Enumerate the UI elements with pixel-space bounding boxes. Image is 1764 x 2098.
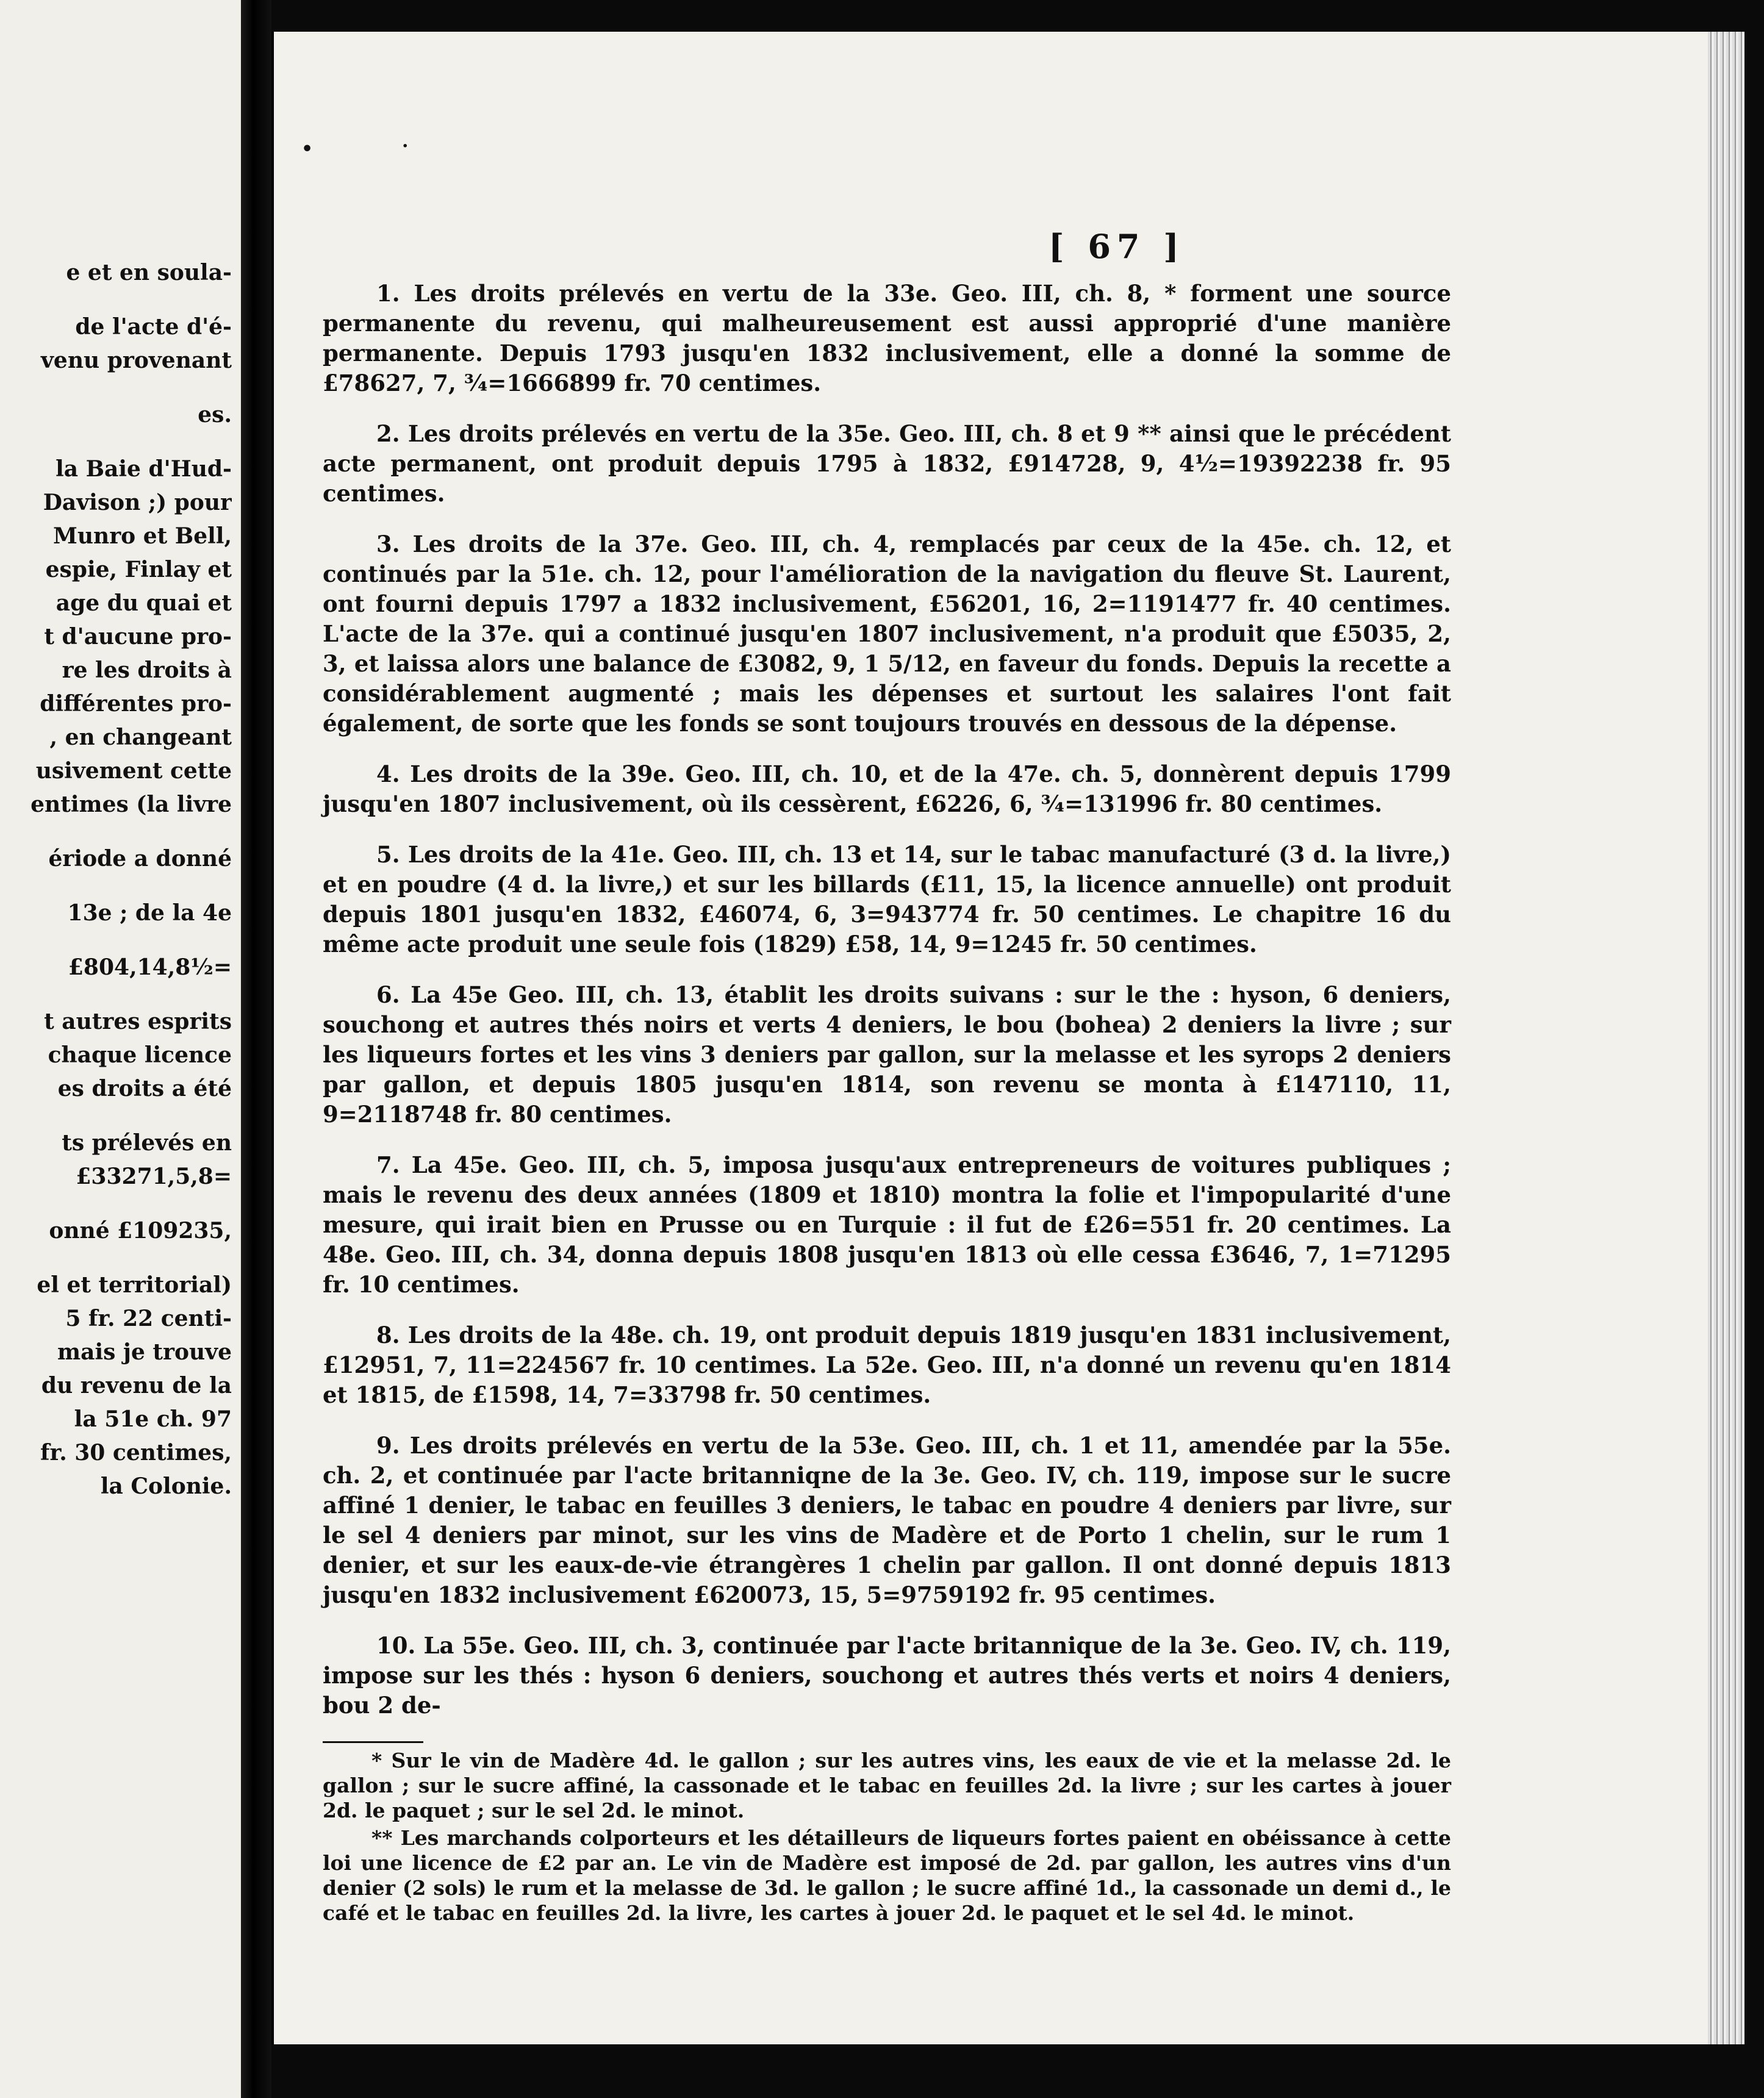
paragraph: 6. La 45e Geo. III, ch. 13, établit les droits suivans : sur le the : hyson, 6 deniers, souchong et autres thés noirs et verts 4 deniers, le bou (bohea) 2 deniers la livre ; sur les liqueurs fortes et les vins 3 deniers par gallon, sur la melasse et les syrops 2 deniers par gallon, et depuis 1805 jusqu'en 1814, son revenu se monta à £147110, 11, 9=2118748 fr. 80 centimes. bbox=[323, 981, 1451, 1128]
left-fragment: la Baie d'Hud- bbox=[56, 456, 232, 482]
left-fragment: usivement cette bbox=[35, 758, 232, 784]
left-fragment: Davison ;) pour bbox=[43, 490, 232, 515]
footnote: * Sur le vin de Madère 4d. le gallon ; sur les autres vins, les eaux de vie et la melasse 2d. le gallon ; sur le sucre affiné, la cassonade et le tabac en feuilles 2d. la livre ; sur les cartes à jouer 2d. le paquet ; sur le sel 2d. le minot. bbox=[323, 1749, 1451, 1822]
left-fragment: la Colonie. bbox=[100, 1473, 232, 1499]
left-page bbox=[0, 0, 241, 2098]
left-fragment: t autres esprits bbox=[44, 1009, 232, 1034]
paragraph: 3. Les droits de la 37e. Geo. III, ch. 4, remplacés par ceux de la 45e. ch. 12, et continués par la 51e. ch. 12, pour l'amélioration de la navigation du fleuve St. Laurent, ont fourni depuis 1797 a 1832 inclusivement, £56201, 16, 2=1191477 fr. 40 centimes. L'acte de la 37e. qui a continué jusqu'en 1807 inclusivement, n'a produit que £5035, 2, 3, et laissa alors une balance de £3082, 9, 1 5/12, en faveur du fonds. Depuis la recette a considérablement augmenté ; mais les dépenses et surtout les salaires l'ont fait également, de sorte que les fonds se sont toujours trouvés en dessous de la dépense. bbox=[323, 531, 1451, 737]
left-fragment: fr. 30 centimes, bbox=[40, 1440, 232, 1466]
left-fragment: e et en soula- bbox=[66, 260, 232, 285]
left-fragment: mais je trouve bbox=[57, 1339, 232, 1365]
paragraph: 4. Les droits de la 39e. Geo. III, ch. 10, et de la 47e. ch. 5, donnèrent depuis 1799 jusqu'en 1807 inclusivement, où ils cessèrent, £6226, 6, ¾=131996 fr. 80 centimes. bbox=[323, 761, 1451, 817]
left-fragment: t d'aucune pro- bbox=[44, 624, 232, 650]
left-fragment: £804,14,8½= bbox=[68, 954, 232, 980]
left-fragment: es droits a été bbox=[57, 1076, 232, 1101]
paragraph: 9. Les droits prélevés en vertu de la 53e. Geo. III, ch. 1 et 11, amendée par la 55e. ch. 2, et continuée par l'acte britanniqne de la 3e. Geo. IV, ch. 119, impose sur le sucre affiné 1 denier, le tabac en feuilles 3 deniers, le tabac en poudre 4 deniers par livre, sur le sel 4 deniers par minot, sur les vins de Madère et de Porto 1 chelin, sur le rum 1 denier, et sur les eaux-de-vie étrangères 1 chelin par gallon. Il ont donné depuis 1813 jusqu'en 1832 inclusivement £620073, 15, 5=9759192 fr. 95 centimes. bbox=[323, 1432, 1451, 1608]
left-fragment: du revenu de la bbox=[41, 1373, 232, 1398]
left-fragment: , en changeant bbox=[49, 725, 232, 750]
paragraph: 7. La 45e. Geo. III, ch. 5, imposa jusqu'aux entrepreneurs de voitures publiques ; mais le revenu des deux années (1809 et 1810) montra la folie et l'impopularité d'une mesure, qui irait bien en Prusse ou en Turquie : il fut de £26=551 fr. 20 centimes. La 48e. Geo. III, ch. 34, donna depuis 1808 jusqu'en 1813 où elle cessa £3646, 7, 1=71295 fr. 10 centimes. bbox=[323, 1151, 1451, 1298]
paragraph: 2. Les droits prélevés en vertu de la 35e. Geo. III, ch. 8 et 9 ** ainsi que le précédent acte permanent, ont produit depuis 1795 à 1832, £914728, 9, 4½=19392238 fr. 95 centimes. bbox=[323, 420, 1451, 507]
left-fragment: de l'acte d'é- bbox=[75, 314, 232, 340]
left-fragment: 13e ; de la 4e bbox=[67, 900, 232, 926]
footnote: ** Les marchands colporteurs et les détailleurs de liqueurs fortes paient en obéissance à cette loi une licence de £2 par an. Le vin de Madère est imposé de 2d. par gallon, les autres vins d'un denier (2 sols) le rum et la melasse de 3d. le gallon ; le sucre affiné 1d., la cassonade un demi d., le café et le tabac en feuilles 2d. la livre, les cartes à jouer 2d. le paquet et le sel 4d. le minot. bbox=[323, 1826, 1451, 1925]
left-fragment: £33271,5,8= bbox=[76, 1164, 232, 1189]
left-fragment: venu provenant bbox=[41, 348, 232, 373]
left-fragment: entimes (la livre bbox=[30, 792, 232, 817]
footnote-rule bbox=[323, 1741, 423, 1743]
print-speck: · bbox=[402, 135, 409, 157]
paragraph: 1. Les droits prélevés en vertu de la 33e. Geo. III, ch. 8, * forment une source permanente du revenu, qui malheureusement est aussi approprié d'une manière permanente. Depuis 1793 jusqu'en 1832 inclusivement, elle a donné la somme de £78627, 7, ¾=1666899 fr. 70 centimes. bbox=[323, 280, 1451, 396]
right-page bbox=[271, 32, 1738, 2044]
left-fragment: re les droits à bbox=[62, 657, 232, 683]
page-body bbox=[323, 279, 1451, 1928]
paragraph: 8. Les droits de la 48e. ch. 19, ont produit depuis 1819 jusqu'en 1831 inclusivement, £12951, 7, 11=224567 fr. 10 centimes. La 52e. Geo. III, n'a donné un revenu qu'en 1814 et 1815, de £1598, 14, 7=33798 fr. 50 centimes. bbox=[323, 1322, 1451, 1408]
left-fragment: la 51e ch. 97 bbox=[74, 1406, 232, 1432]
left-fragment: 5 fr. 22 centi- bbox=[65, 1306, 232, 1331]
left-page-text bbox=[5, 256, 237, 1503]
left-fragment: age du quai et bbox=[56, 590, 232, 616]
paragraph: 10. La 55e. Geo. III, ch. 3, continuée par l'acte britannique de la 3e. Geo. IV, ch. 119, impose sur les thés : hyson 6 deniers, souchong et autres thés verts et noirs 4 deniers, bou 2 de- bbox=[323, 1632, 1451, 1719]
left-fragment: Munro et Bell, bbox=[53, 523, 232, 549]
page-edge bbox=[1708, 32, 1744, 2044]
left-fragment: onné £109235, bbox=[49, 1218, 232, 1244]
paragraph: 5. Les droits de la 41e. Geo. III, ch. 13 et 14, sur le tabac manufacturé (3 d. la livre,) et en poudre (4 d. la livre,) et sur les billards (£11, 15, la licence annuelle) ont produit depuis 1801 jusqu'en 1832, £46074, 6, 3=943774 fr. 50 centimes. Le chapitre 16 du même acte produit une seule fois (1829) £58, 14, 9=1245 fr. 50 centimes. bbox=[323, 841, 1451, 958]
book-gutter bbox=[241, 0, 271, 2098]
left-fragment: es. bbox=[198, 402, 232, 428]
left-fragment: ts prélevés en bbox=[62, 1130, 232, 1156]
left-fragment: ériode a donné bbox=[48, 846, 232, 872]
left-fragment: espie, Finlay et bbox=[45, 557, 232, 582]
left-fragment: différentes pro- bbox=[40, 691, 232, 717]
left-fragment: el et territorial) bbox=[37, 1272, 232, 1298]
page-number: [ 67 ] bbox=[1049, 227, 1185, 266]
print-speck: • bbox=[301, 138, 314, 160]
left-fragment: chaque licence bbox=[48, 1042, 232, 1068]
